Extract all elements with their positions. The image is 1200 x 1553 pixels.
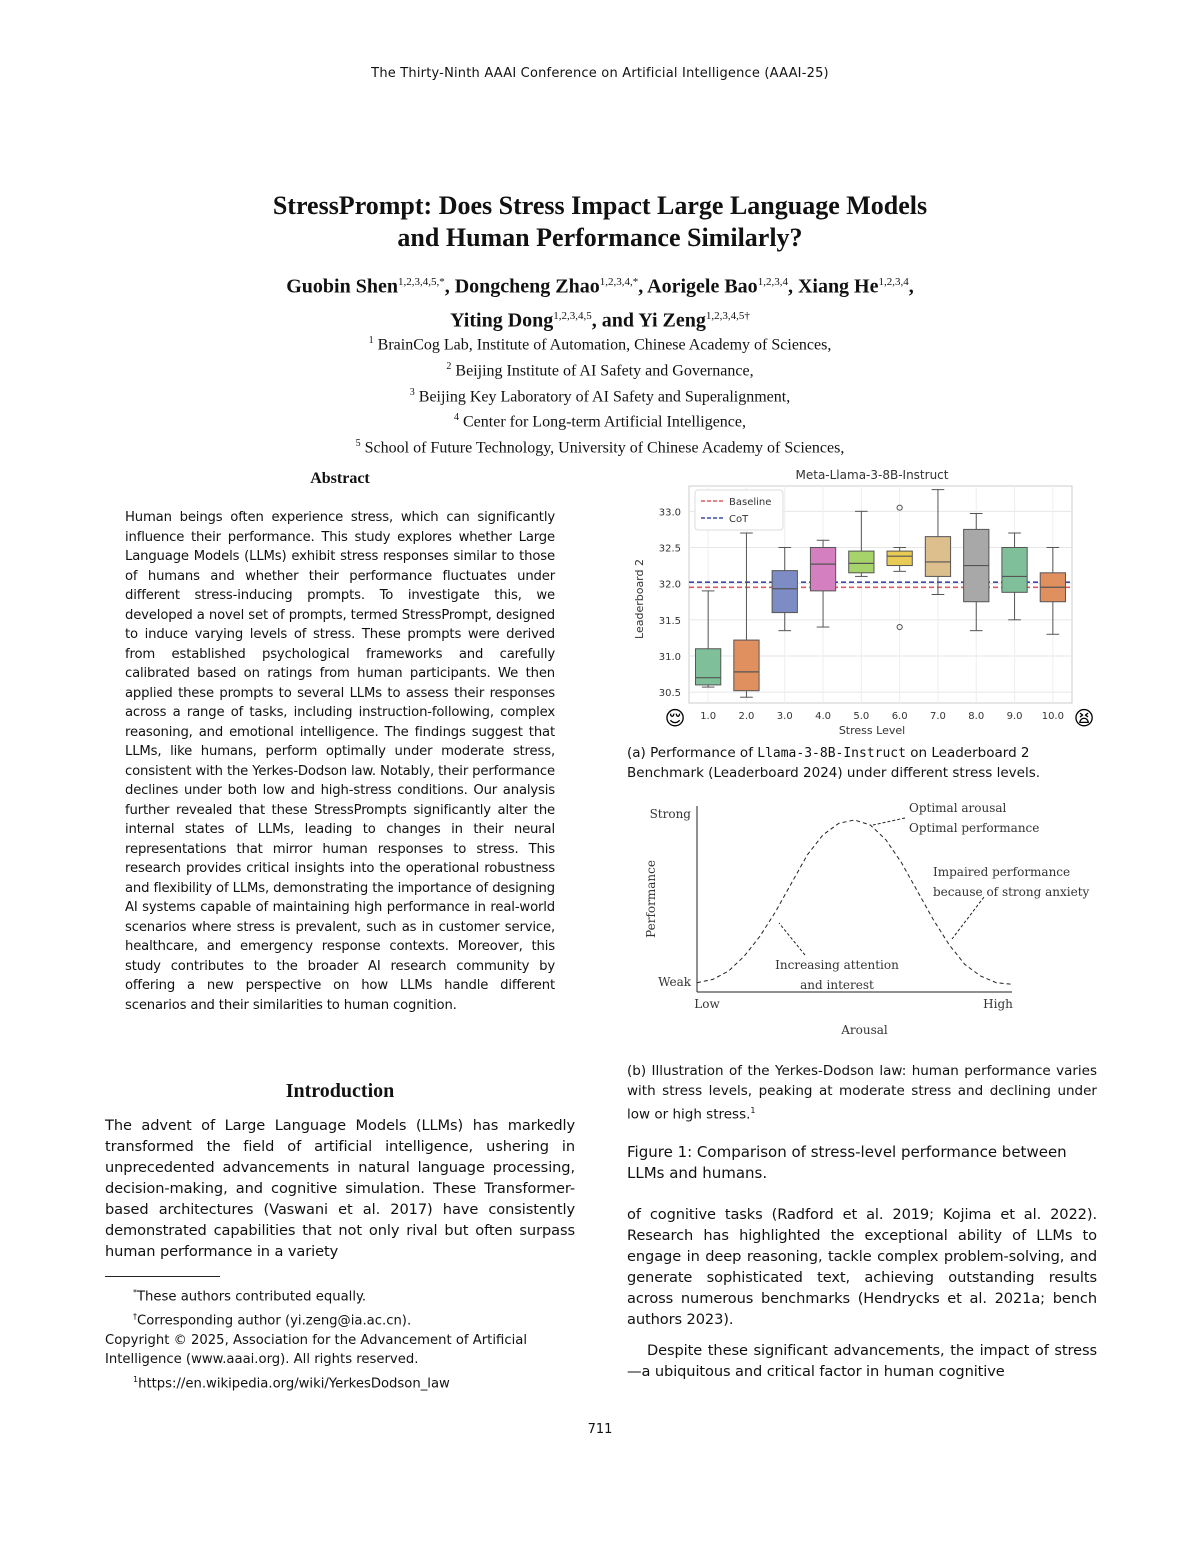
figure-caption: Figure 1: Comparison of stress-level performance between LLMs and humans. — [627, 1143, 1067, 1182]
author-line-2: Yiting Dong$^{1,2,3,4,5}$, and Yi Zeng$^{1,2,3,4,5\dagger}$ — [450, 309, 750, 332]
affiliation-number: 3 — [409, 386, 415, 398]
y-tick-label: 31.0 — [658, 651, 681, 663]
author-line-1: Guobin Shen$^{1,2,3,4,5,*}$, Dongcheng Zhao$^{1,2,3,4,*}$, Aorigele Bao$^{1,2,3,4}$, Xiang He$^{1,2,3,4}$, — [286, 275, 914, 298]
x-tick-label: 6.0 — [891, 711, 908, 722]
footnote-text: These authors contributed equally. — [137, 1289, 367, 1305]
box-iqr — [772, 571, 797, 613]
y-tick-label: 32.0 — [658, 579, 681, 591]
box-iqr — [696, 649, 721, 685]
box-iqr — [810, 547, 835, 590]
x-tick-label: High — [983, 997, 1013, 1011]
annotation-arrow — [873, 818, 905, 825]
abstract-body: Human beings often experience stress, which can significantly influence their performance. This study explores whether Large Language Models (LLMs) exhibit stress responses similar to those of humans and whether their performance fluctuates under different stress-inducing prompts. To investigate this, we developed a novel set of prompts, termed StressPrompt, designed to induce varying levels of stress. These prompts were derived from established psychological frameworks and carefully calibrated based on ratings from human participants. We then applied these prompts to several LLMs to assess their responses across a range of tasks, including instruction-following, complex reasoning, and emotional intelligence. The findings suggest that LLMs, like humans, perform optimally under moderate stress, consistent with the Yerkes-Dodson law. Notably, their performance declines under both low and high-stress conditions. Our analysis further revealed that these StressPrompts significantly alter the internal states of LLMs, leading to changes in their neural representations that mirror human responses to stress. This research provides critical insights into the operational robustness and flexibility of LLMs, demonstrating the importance of designing AI systems capable of maintaining high performance in real-world scenarios where stress is prevalent, such as in customer service, healthcare, and emergency response contexts. Moreover, this study contributes to the broader AI research community by offering a new perspective on how LLMs handle different scenarios and their similarities to human cognition. — [125, 510, 555, 1013]
affiliation-number: 1 — [368, 335, 374, 346]
subcaption-b — [627, 1062, 1097, 1125]
author-name: Aorigele Bao — [647, 275, 758, 298]
box-iqr — [925, 537, 950, 577]
footnote-mark: * — [133, 1288, 137, 1297]
y-tick-label: 33.0 — [658, 507, 681, 519]
affiliations — [0, 330, 1200, 459]
affiliation-text: Beijing Institute of AI Safety and Governance, — [455, 362, 754, 380]
affiliation-line — [0, 382, 1200, 408]
annotation-text: Optimal performance — [909, 821, 1040, 835]
y-tick-label: Strong — [649, 807, 691, 821]
footnote-corresponding — [105, 1307, 580, 1331]
x-axis-label: Stress Level — [838, 724, 906, 737]
author-name: Xiang He — [797, 275, 879, 298]
x-tick-label: 3.0 — [776, 711, 793, 722]
paper-title — [0, 190, 1200, 254]
author-affil-marks: 1,2,3,4,5† — [705, 309, 750, 322]
box-iqr — [734, 640, 759, 691]
subcaption-b-text: (b) Illustration of the Yerkes-Dodson law: human performance varies with stress levels, peaking at moderate stress and declining under low or high stress. — [627, 1063, 1097, 1123]
footnote-mark: † — [133, 1311, 137, 1321]
annotation-text: and interest — [800, 978, 874, 992]
y-tick-label: 31.5 — [658, 615, 681, 627]
author-affil-marks: 1,2,3,4 — [878, 276, 909, 288]
footnote-link — [105, 1370, 580, 1394]
author-affil-marks: 1,2,3,4,* — [599, 276, 639, 288]
high-stress-emoji: 😫 — [1073, 706, 1095, 730]
x-tick-label: 4.0 — [815, 711, 832, 722]
paragraph: Despite these significant advancements, the impact of stress—a ubiquitous and critical factor in human cognitive — [627, 1342, 1097, 1380]
subcaption-a — [627, 744, 1097, 783]
box-iqr — [849, 551, 874, 573]
legend-cot-label: CoT — [729, 514, 749, 525]
subcaption-a-suffix: on Leaderboard 2 Benchmark (Leaderboard 2024) under different stress levels. — [627, 745, 1041, 781]
affiliation-line — [0, 356, 1200, 382]
x-axis-label: Arousal — [841, 1023, 888, 1037]
affiliation-number: 4 — [454, 412, 459, 424]
copyright-notice: Copyright © 2025, Association for the Advancement of Artificial Intelligence (www.aaai.org). All rights reserved. — [105, 1332, 527, 1368]
x-tick-label: 8.0 — [968, 711, 985, 722]
footnote-mark: 1 — [750, 1106, 756, 1115]
x-tick-label: Low — [694, 997, 720, 1011]
right-column-body — [627, 1204, 1097, 1392]
x-tick-label: 10.0 — [1041, 711, 1064, 722]
author-name: and Yi Zeng — [601, 309, 706, 332]
footnote-url[interactable]: https://en.wikipedia.org/wiki/YerkesDodson_law — [138, 1376, 450, 1392]
subcaption-a-prefix: (a) Performance of — [627, 745, 753, 761]
introduction-heading: Introduction — [285, 1080, 395, 1102]
annotation-text: Impaired performance — [933, 865, 1071, 879]
title-line-1: StressPrompt: Does Stress Impact Large Language Models — [272, 191, 928, 220]
footnote-rule — [105, 1276, 220, 1277]
boxplot-chart — [627, 462, 1097, 742]
box-iqr — [1002, 547, 1027, 592]
x-tick-label: 2.0 — [738, 711, 755, 722]
affiliation-text: Center for Long-term Artificial Intelligence, — [463, 413, 746, 431]
footnote-text: Corresponding author (yi.zeng@ia.ac.cn). — [137, 1313, 412, 1329]
affiliation-text: BrainCog Lab, Institute of Automation, Chinese Academy of Sciences, — [377, 336, 832, 354]
author-name: Yiting Dong — [450, 309, 554, 332]
affiliation-line — [0, 407, 1200, 433]
x-tick-label: 1.0 — [700, 711, 717, 722]
plot-area — [659, 486, 1095, 730]
subcaption-a-model: Llama-3-8B-Instruct — [757, 746, 906, 761]
author-affil-marks: 1,2,3,4,5,* — [397, 276, 445, 288]
author-affil-marks: 1,2,3,4 — [757, 276, 788, 288]
affiliation-text: Beijing Key Laboratory of AI Safety and Superalignment, — [418, 387, 791, 405]
annotation-arrow — [952, 897, 984, 939]
y-tick-label: 32.5 — [658, 543, 681, 555]
paragraph: of cognitive tasks (Radford et al. 2019; Kojima et al. 2022). Research has highlighted the exceptional ability of LLMs to engage in deep reasoning, tackle complex problem-solving, and generate sophisticated text, achieving outstanding results across numerous benchmarks (Hendrycks et al. 2021a; bench authors 2023). — [627, 1206, 1097, 1328]
y-axis-label: Performance — [644, 860, 658, 938]
legend — [695, 490, 783, 530]
x-tick-label: 5.0 — [853, 711, 870, 722]
footnote-equal — [105, 1283, 580, 1307]
author-list — [0, 268, 1200, 335]
title-line-2: and Human Performance Similarly? — [397, 223, 803, 252]
footnote-mark: 1 — [133, 1374, 139, 1384]
affiliation-number: 5 — [355, 438, 361, 450]
annotation-text: Optimal arousal — [909, 801, 1007, 815]
footnotes — [105, 1283, 580, 1394]
x-tick-label: 7.0 — [929, 711, 946, 722]
affiliation-number: 2 — [446, 360, 452, 372]
affiliation-text: School of Future Technology, University of Chinese Academy of Sciences, — [364, 439, 845, 457]
page-number: 711 — [587, 1422, 613, 1437]
introduction-body: The advent of Large Language Models (LLMs) has markedly transformed the field of artificial intelligence, ushering in unprecedented advancements in natural language processing, decision-making, and cognitive simulation. These Transformer-based architectures (Vaswani et al. 2017) have consistently demonstrated capabilities that not only rival but often surpass human performance in a variety — [105, 1117, 575, 1260]
plot-area — [644, 801, 1090, 1037]
x-tick-label: 9.0 — [1006, 711, 1023, 722]
author-affil-marks: 1,2,3,4,5 — [553, 309, 592, 322]
affiliation-line — [0, 433, 1200, 459]
annotation-text: because of strong anxiety — [933, 885, 1090, 899]
y-tick-label: Weak — [658, 975, 691, 989]
chart-title: Meta-Llama-3-8B-Instruct — [795, 468, 949, 482]
affiliation-line — [0, 330, 1200, 356]
annotation-arrow — [779, 923, 805, 955]
conference-header: The Thirty-Ninth AAAI Conference on Artificial Intelligence (AAAI-25) — [371, 66, 829, 81]
annotation-text: Increasing attention — [775, 958, 899, 972]
box-iqr — [887, 551, 912, 565]
yerkes-dodson-chart — [627, 792, 1097, 1047]
author-name: Dongcheng Zhao — [454, 275, 600, 298]
low-stress-emoji: 😌 — [664, 706, 686, 730]
abstract-heading: Abstract — [310, 470, 370, 487]
legend-baseline-label: Baseline — [729, 497, 772, 508]
y-axis-label: Leaderboard 2 — [633, 559, 646, 639]
author-name: Guobin Shen — [286, 275, 398, 298]
y-tick-label: 30.5 — [658, 688, 681, 700]
